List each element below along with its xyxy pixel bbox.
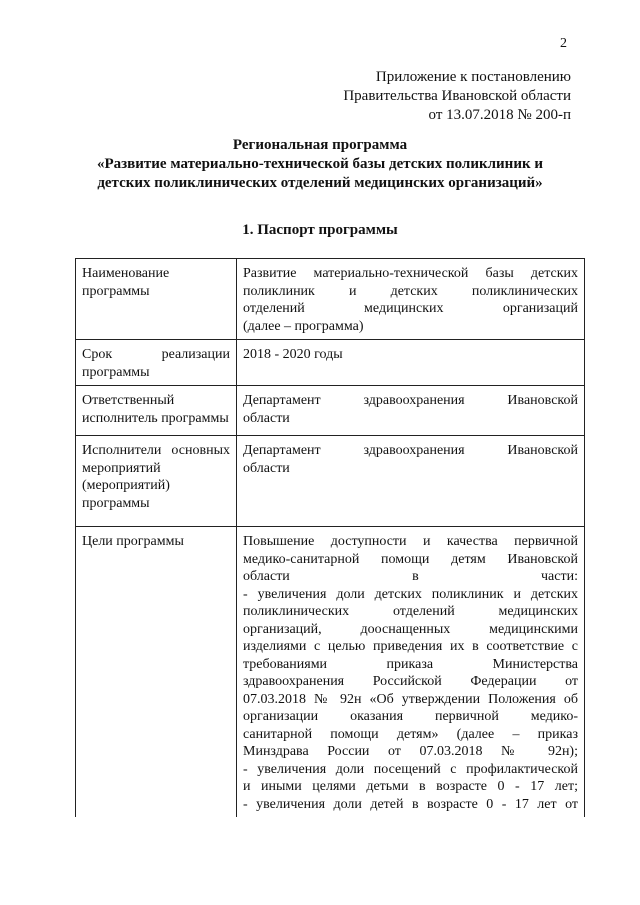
appendix-note — [343, 68, 571, 125]
value-line: области — [243, 410, 290, 426]
passport-row — [76, 259, 585, 340]
value-line: области — [243, 460, 290, 476]
passport-row-value — [237, 259, 585, 340]
value-line: (далее – программа) — [243, 318, 364, 334]
title-line: «Развитие материально-технической базы детских поликлиник и — [96, 156, 543, 172]
value-line: области в части: — [243, 569, 578, 584]
value-line: медико-санитарной помощи детям Ивановской — [243, 551, 578, 567]
passport-row-value — [237, 436, 585, 527]
value-line: организации оказания первичной медико- — [243, 709, 578, 724]
passport-row-value — [237, 527, 585, 818]
value-line: 2018 - 2020 годы — [243, 347, 343, 362]
value-line: требованиями приказа Министерства — [243, 656, 578, 672]
passport-table — [75, 258, 585, 817]
passport-row-value — [237, 386, 585, 436]
passport-row-label: Ответственный исполнитель программы — [76, 386, 237, 436]
value-line: 07.03.2018 № 92н «Об утверждении Положения об — [243, 691, 578, 707]
appendix-line: Приложение к постановлению — [375, 69, 571, 85]
title-line: Региональная программа — [232, 137, 408, 153]
passport-row — [76, 386, 585, 436]
page-number: 2 — [560, 36, 567, 51]
value-line: - увеличения доли детей в возрасте 0 - 17 лет от — [243, 796, 578, 812]
value-line: отделений медицинских организаций — [243, 301, 578, 316]
value-line: Департамент здравоохранения Ивановской — [243, 393, 578, 408]
passport-row-label: Исполнители основных мероприятий (мероприятий) программы — [76, 436, 237, 527]
value-line: и иными целями детьми в возрасте 0 - 17 лет; — [243, 779, 578, 794]
passport-row-label: Наименование программы — [76, 259, 237, 340]
value-line: изделиями с целью приведения их в соответствие с — [243, 639, 578, 654]
value-line: здравоохранения Российской Федерации от — [243, 674, 578, 689]
value-line: организаций, дооснащенных медицинскими — [243, 621, 578, 637]
value-line: - увеличения доли детских поликлиник и детских — [243, 586, 578, 602]
title-line: детских поликлинических отделений медицинских организаций» — [97, 175, 543, 191]
value-line: поликлинических отделений медицинских — [243, 604, 578, 619]
appendix-line: Правительства Ивановской области — [343, 88, 571, 104]
passport-table-body — [76, 259, 585, 818]
appendix-line: от 13.07.2018 № 200-п — [428, 107, 571, 123]
section-heading: 1. Паспорт программы — [242, 222, 398, 238]
value-line: - увеличения доли посещений с профилактической — [243, 761, 578, 777]
value-line: Повышение доступности и качества первичной — [243, 534, 578, 549]
value-line: Департамент здравоохранения Ивановской — [243, 443, 578, 458]
program-title — [60, 136, 580, 193]
value-line: санитарной помощи детям» (далее – приказ — [243, 726, 578, 742]
value-line: Развитие материально-технической базы детских — [243, 266, 578, 281]
passport-row — [76, 340, 585, 386]
passport-row — [76, 527, 585, 818]
value-line: Минздрава России от 07.03.2018 № 92н); — [243, 744, 578, 759]
value-line: поликлиник и детских поликлинических — [243, 283, 578, 299]
passport-row-label: Цели программы — [76, 527, 237, 818]
passport-row-label: Срок реализации программы — [76, 340, 237, 386]
passport-row — [76, 436, 585, 527]
passport-row-value — [237, 340, 585, 386]
